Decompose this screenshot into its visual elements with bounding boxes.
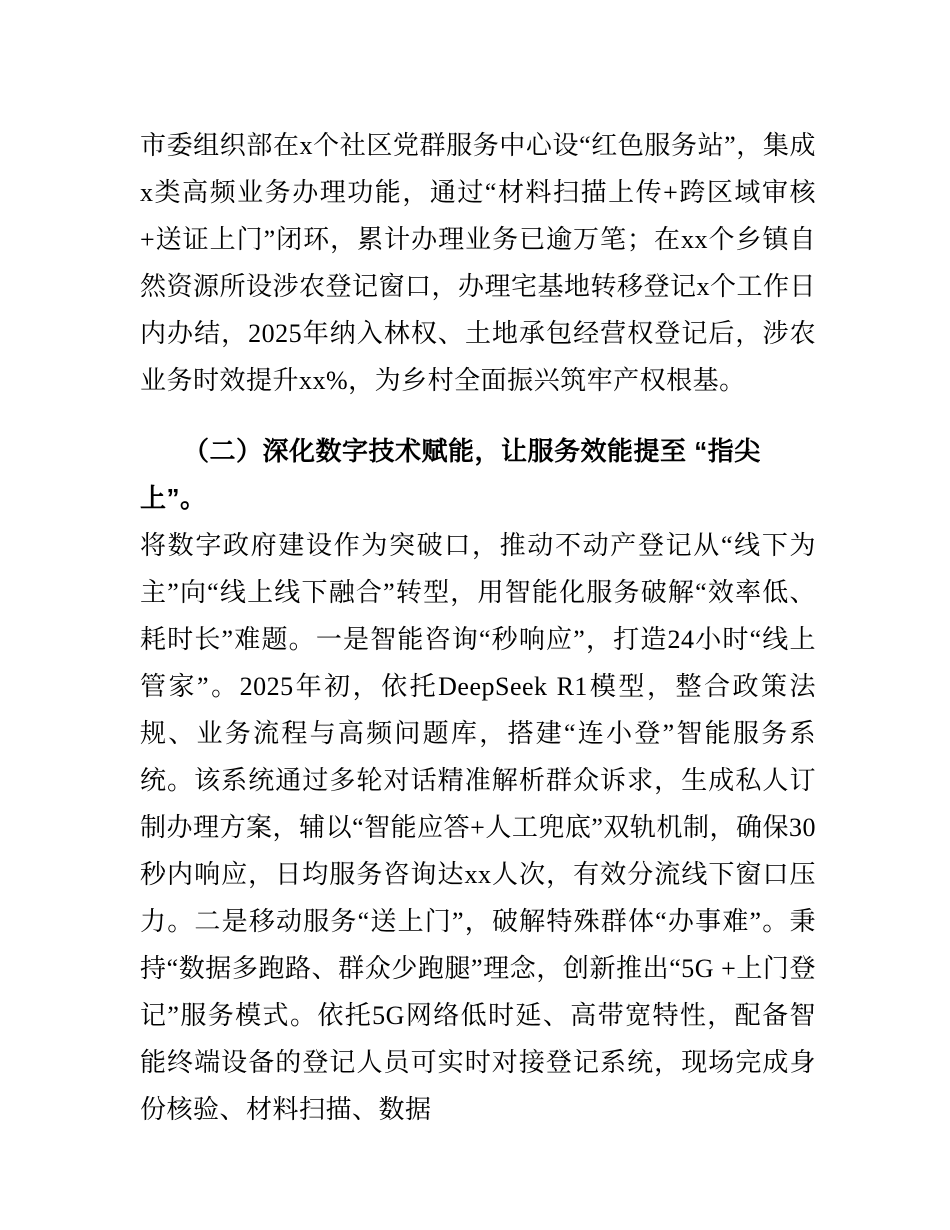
section-heading-digital-technology: （二）深化数字技术赋能，让服务效能提至 “指尖上”。 (140, 436, 761, 513)
paragraph-red-service-stations: 市委组织部在x个社区党群服务中心设“红色服务站”，集成x类高频业务办理功能，通过“材料扫描上传+跨区域审核+送证上门”闭环，累计办理业务已逾万笔；在xx个乡镇自然资源所设涉农登记窗口，办理宅基地转移登记x个工作日内办结，2025年纳入林权、土地承包经营权登记后，涉农业务时效提升xx%，为乡村全面振兴筑牢产权根基。 (140, 131, 817, 395)
paragraph-digital-government-services: 将数字政府建设作为突破口，推动不动产登记从“线下为主”向“线上线下融合”转型，用智能化服务破解“效率低、耗时长”难题。一是智能咨询“秒响应”，打造24小时“线上管家”。2025年初，依托DeepSeek R1模型，整合政策法规、业务流程与高频问题库，搭建“连小登”智能服务系统。该系统通过多轮对话精准解析群众诉求，生成私人订制办理方案，辅以“智能应答+人工兜底”双轨机制，确保30秒内响应，日均服务咨询达xx人次，有效分流线下窗口压力。二是移动服务“送上门”，破解特殊群体“办事难”。秉持“数据多跑路、群众少跑腿”理念，创新推出“5G +上门登记”服务模式。依托5G网络低时延、高带宽特性，配备智能终端设备的登记人员可实时对接登记系统，现场完成身份核验、材料扫描、数据 (140, 531, 816, 1124)
page-content (140, 122, 816, 1133)
